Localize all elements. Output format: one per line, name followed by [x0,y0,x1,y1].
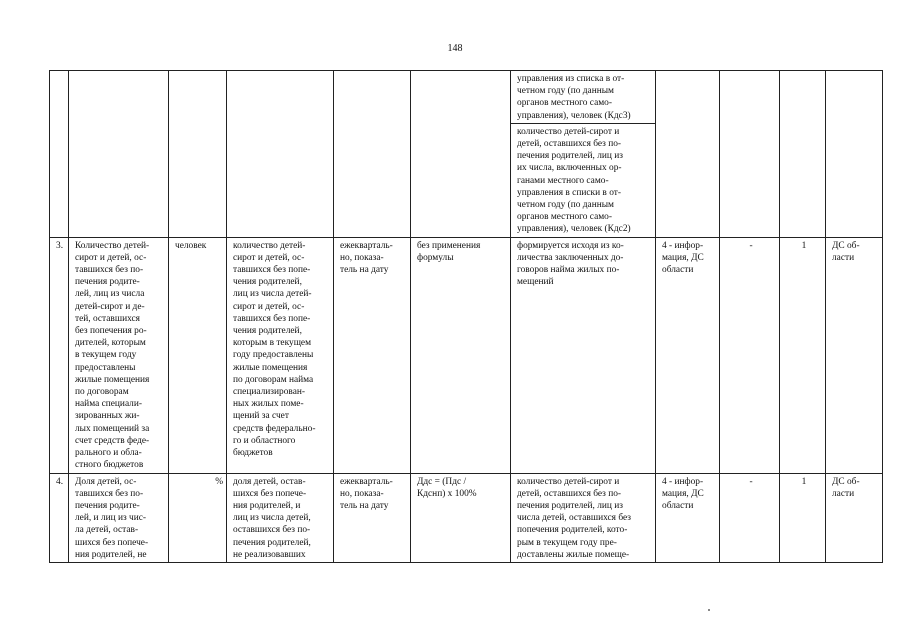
table-row-3 [50,237,883,473]
source-cell: 4 - инфор- мация, ДС области [656,237,720,473]
code-cell: 1 [780,237,826,473]
responsible-cell: ДС об- ласти [826,473,883,562]
periodicity-cell: ежекварталь- но, показа- тель на дату [334,237,411,473]
page-number: 148 [447,43,463,54]
scan-speck [708,609,710,611]
table-cell [69,71,169,238]
table-cell [826,71,883,238]
definition-cell: доля детей, остав- шихся без попече- ния родителей, и лиц из числа детей, оставшихся без по- печения родителей, не реализовавших [227,473,334,562]
source-cell: 4 - инфор- мация, ДС области [656,473,720,562]
table-cell [411,71,511,238]
table-cell [720,71,780,238]
method-cell: - [720,237,780,473]
formula-cell: Ддс = (Пдс / Кдснп) х 100% [411,473,511,562]
table-cell [780,71,826,238]
responsible-cell: ДС об- ласти [826,237,883,473]
table-cell [227,71,334,238]
code-cell: 1 [780,473,826,562]
formula-cell: без применения формулы [411,237,511,473]
table-cell [50,71,69,238]
table-cell [334,71,411,238]
indicator-name-cell: Количество детей- сирот и детей, ос- тавшихся без по- печения родите- лей, лиц из числа детей-сирот и де- тей, оставшихся без попечения ро- дителей, которым в текущем году предоставлены жилые помещения по договорам найма специали- зированных жи- лых помещений за счет средств феде- рального и обла- стного бюджетов [69,237,169,473]
method-cell: - [720,473,780,562]
row-number-cell: 3. [50,237,69,473]
definition-cell: количество детей- сирот и детей, ос- тавшихся без попе- чения родителей, лиц из числа детей- сирот и детей, ос- тавшихся без попе- чения родителей, которым в текущем году предоставлены жилые помещения по договорам найма специализирован- ных жилых поме- щений за счет средств федерально- го и областного бюджетов [227,237,334,473]
basic-indicators-cell: количество детей-сирот и детей, оставшихся без по- печения родителей, лиц из их числа, включенных ор- ганами местного само- управления в списки в от- четном году (по данным органов местного само- управления), человек (Кдс2) [511,123,656,237]
indicator-table [49,70,883,563]
row-number-cell: 4. [50,473,69,562]
unit-cell: % [169,473,227,562]
periodicity-cell: ежекварталь- но, показа- тель на дату [334,473,411,562]
basic-indicators-cell: формируется исходя из ко- личества заключенных до- говоров найма жилых по- мещений [511,237,656,473]
basic-indicators-cell: количество детей-сирот и детей, оставшихся без по- печения родителей, лиц из числа детей, оставшихся без попечения родителей, кото- рым в текущем году пре- доставлены жилые помеще- [511,473,656,562]
table-cell [656,71,720,238]
indicator-name-cell: Доля детей, ос- тавшихся без по- печения родите- лей, и лиц из чис- ла детей, остав- шихся без попече- ния родителей, не [69,473,169,562]
table-row-continued-1 [50,71,883,124]
table-cell [169,71,227,238]
basic-indicators-cell: управления из списка в от- четном году (по данным органов местного само- управления), человек (Кдс3) [511,71,656,124]
unit-cell: человек [169,237,227,473]
table-row-4 [50,473,883,562]
